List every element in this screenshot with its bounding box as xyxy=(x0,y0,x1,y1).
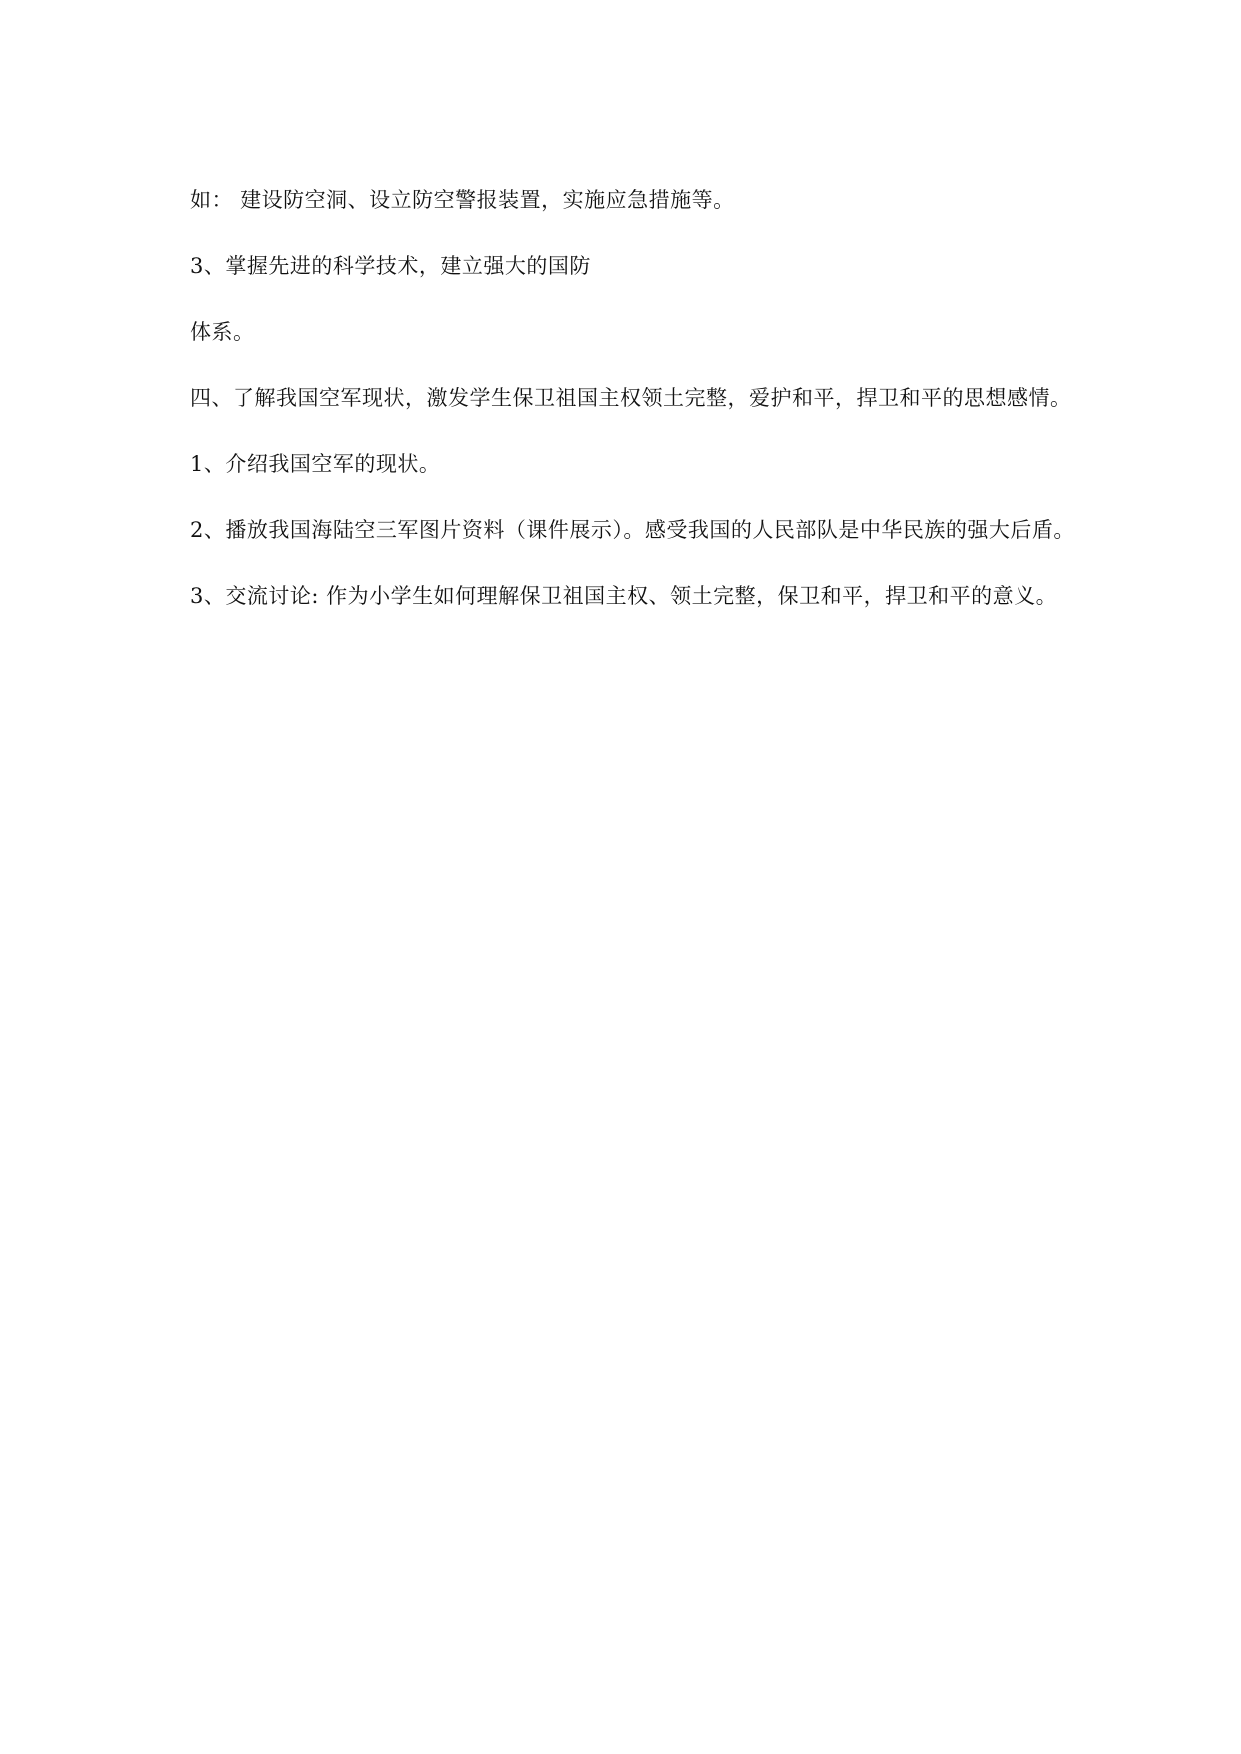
text-line-item-3-technology: 3、掌握先进的科学技术，建立强大的国防 xyxy=(190,254,591,278)
text-line-item-3-discussion: 3、交流讨论: 作为小学生如何理解保卫祖国主权、领土完整，保卫和平，捍卫和平的意义。 xyxy=(190,584,1058,608)
text-line-item-2: 2、播放我国海陆空三军图片资料（课件展示）。感受我国的人民部队是中华民族的强大后盾。 xyxy=(190,518,1075,542)
text-line-continuation: 体系。 xyxy=(190,320,255,344)
text-line-item-1: 1、介绍我国空军的现状。 xyxy=(190,452,441,476)
section-heading-four: 四、了解我国空军现状，激发学生保卫祖国主权领土完整，爱护和平，捍卫和平的思想感情。 xyxy=(190,386,1072,410)
text-line-air-defense-measures: 如： 建设防空洞、设立防空警报装置，实施应急措施等。 xyxy=(190,188,735,212)
